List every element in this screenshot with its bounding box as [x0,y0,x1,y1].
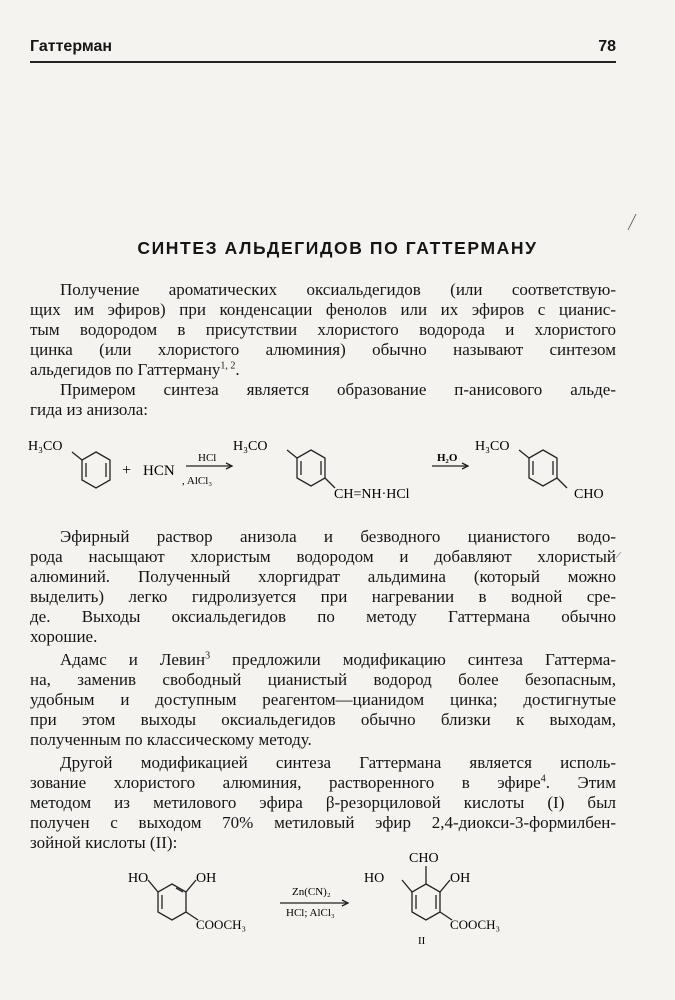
group-label: CH=NH·HCl [334,487,410,502]
text-line-first [60,650,616,670]
substituent-label: H₃CO [233,439,268,454]
text-line: Эфирный раствор анизола и безводного цианистого водо- [60,527,616,546]
paragraph-5 [30,753,616,853]
text-line: выделить) легко гидролизуется при нагревании в водной сре- [30,587,616,606]
reagent-label: HCN [143,463,175,479]
compound-label: I [172,935,176,947]
text-line: де. Выходы оксиальдегидов по методу Гаттермана обычно [30,607,616,626]
reagent-label: , AlCl₃ [182,475,213,487]
footnote-ref: 1, 2 [220,360,236,372]
text-line: хорошие. [30,627,98,646]
text-line: рода насыщают хлористым водородом и добавляют хлористый [30,547,616,566]
reagent-label: Zn(CN)₂ [292,886,331,898]
text-line: зойной кислоты (II): [30,833,178,852]
paragraph-3 [30,527,616,647]
reagent-label: HCl; AlCl₃ [286,907,335,919]
text-line: при этом выходы оксиальдегидов обычно близки к выходам, [30,710,616,729]
text-fragment: альдегидов по Гаттерману [30,360,221,379]
group-label: CHO [574,487,604,502]
text-line: получен с выходом 70% метиловый эфир 2,4-диокси-3-формилбен- [30,813,616,832]
footnote-ref: 4 [540,773,546,785]
compound-label: II [418,935,426,947]
text-fragment: Адамс и Левин [60,650,206,669]
group-label: OH [196,871,217,886]
page-number: 78 [598,38,616,55]
text-line: полученным по классическому методу. [30,730,312,749]
footnote-ref: 3 [205,650,211,662]
text-line: тым водородом в присутствии хлористого водорода и хлористого [30,320,616,339]
text-fragment: предложили модификацию синтеза Гаттерма- [210,650,617,669]
group-label: OH [450,871,471,886]
text-line: методом из метилового эфира β-резорциловой кислоты (I) был [30,793,616,812]
substituent-label: H₃CO [475,439,510,454]
text-line: гида из анизола: [30,400,148,419]
text-fragment: . [235,360,240,379]
group-label: HO [128,871,149,886]
text-line: Другой модификацией синтеза Гаттермана является исполь- [60,753,616,772]
text-line [30,773,616,793]
text-fragment: зование хлористого алюминия, растворенного в эфире [30,773,541,792]
group-label: CHO [409,851,439,866]
text-fragment: . Этим [545,773,616,792]
text-line: удобным и доступным реагентом—цианидом цинка; достигнутые [30,690,616,709]
reagent-label: HCl [198,452,217,464]
running-head: Гаттерман [30,38,113,55]
paragraph-4 [30,650,617,750]
substituent-label: H₃CO [28,439,63,454]
text-line: цинка (или хлористого алюминия) обычно называют синтезом [30,340,616,359]
group-label: COOCH₃ [196,917,247,932]
text-line: Примером синтеза является образование п-анисового альде- [60,380,616,399]
reagent-label: H₂O [437,452,458,464]
text-line: Получение ароматических оксиальдегидов (или соответствую- [60,280,616,299]
section-title: СИНТЕЗ АЛЬДЕГИДОВ ПО ГАТТЕРМАНУ [137,238,538,258]
text-line: щих им эфиров) при конденсации фенолов или их эфиров с цианис- [30,300,616,319]
plus-sign: + [122,462,132,479]
text-line: алюминий. Полученный хлоргидрат альдимина (который можно [30,567,616,586]
text-line: на, заменив свободный цианистый водород более безопасным, [30,670,616,689]
group-label: HO [364,871,385,886]
group-label: COOCH₃ [450,917,501,932]
